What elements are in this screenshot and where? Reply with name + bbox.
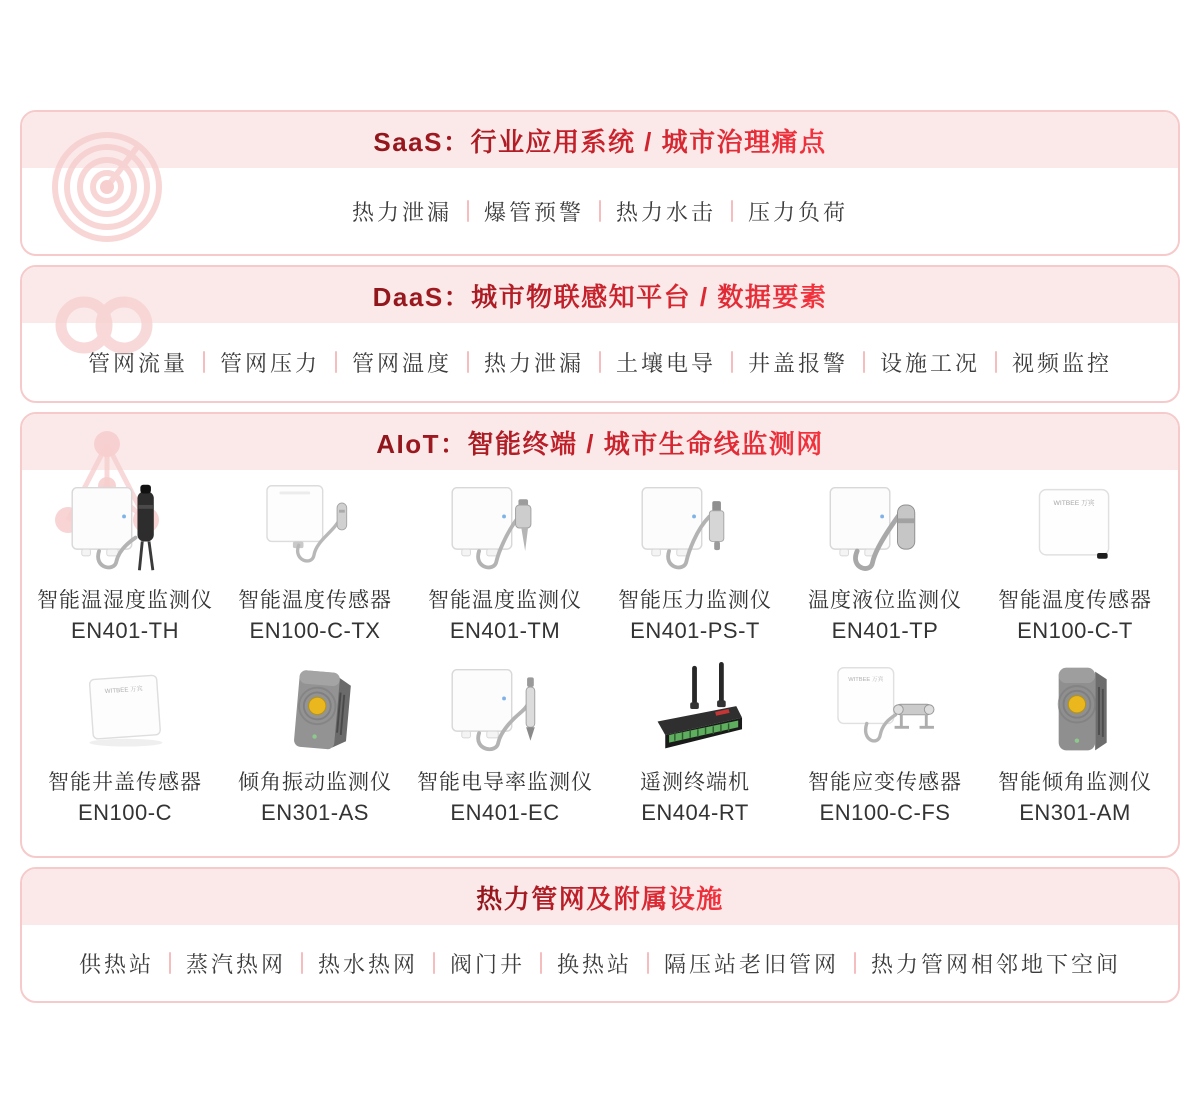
aiot-title: AIoT：智能终端 / 城市生命线监测网 — [376, 424, 823, 461]
aiot-header-band — [22, 414, 1178, 470]
product-name: 智能应变传感器 — [808, 771, 962, 794]
product-name: 智能电导率监测仪 — [417, 771, 593, 794]
product-name: 智能温湿度监测仪 — [37, 589, 213, 612]
manhole-cover-sensor-icon — [50, 662, 200, 758]
conductivity-monitor-icon — [430, 662, 580, 758]
product-name: 智能压力监测仪 — [618, 589, 772, 612]
daas-body — [22, 323, 1178, 401]
temperature-humidity-monitor-icon — [50, 480, 200, 576]
product-name: 智能温度监测仪 — [428, 589, 582, 612]
daas-items — [73, 347, 1127, 378]
pipeline-item: 换热站 — [557, 951, 633, 977]
temperature-sensor-box-icon — [1000, 480, 1150, 576]
product-card — [410, 662, 600, 826]
product-model: EN100-C — [78, 800, 172, 825]
product-name: 智能倾角监测仪 — [998, 771, 1152, 794]
section-saas — [20, 110, 1180, 256]
product-model: EN401-TM — [449, 618, 561, 643]
pipeline-item: 热力管网相邻地下空间 — [871, 951, 1122, 977]
daas-item: 井盖报警 — [748, 350, 849, 376]
pipeline-item: 隔压站老旧管网 — [664, 951, 840, 977]
pipeline-item: 蒸汽热网 — [185, 951, 286, 977]
daas-item: 土壤电导 — [616, 350, 717, 376]
product-card — [600, 480, 790, 644]
temperature-monitor-icon — [430, 480, 580, 576]
daas-item: 管网流量 — [87, 350, 188, 376]
product-model: EN301-AM — [1019, 800, 1131, 825]
product-card — [220, 480, 410, 644]
product-model: EN404-RT — [641, 800, 749, 825]
saas-item: 热力泄漏 — [351, 199, 452, 225]
product-model: EN100-C-T — [1017, 618, 1133, 643]
daas-item: 管网压力 — [219, 350, 320, 376]
product-model: EN401-TP — [831, 618, 939, 643]
saas-item: 爆管预警 — [483, 199, 584, 225]
strain-sensor-icon — [810, 662, 960, 758]
product-card — [600, 662, 790, 826]
product-model: EN301-AS — [261, 800, 369, 825]
saas-body — [22, 168, 1178, 254]
section-daas — [20, 265, 1180, 403]
daas-title: DaaS：城市物联感知平台 / 数据要素 — [373, 277, 828, 314]
svg-text:WITBEE 万宾: WITBEE 万宾 — [104, 685, 144, 696]
temperature-sensor-icon — [240, 480, 390, 576]
product-model: EN100-C-FS — [819, 800, 951, 825]
svg-text:WITBEE 万宾: WITBEE 万宾 — [1053, 499, 1095, 507]
pipeline-item: 热水热网 — [317, 951, 418, 977]
tilt-vibration-monitor-icon — [240, 662, 390, 758]
product-row-2 — [22, 662, 1178, 826]
product-name: 温度液位监测仪 — [808, 589, 962, 612]
daas-header-band — [22, 267, 1178, 323]
pipeline-body — [22, 925, 1178, 1001]
product-card — [410, 480, 600, 644]
svg-text:WITBEE 万宾: WITBEE 万宾 — [848, 677, 884, 684]
pipeline-item: 阀门井 — [449, 951, 525, 977]
saas-item: 压力负荷 — [748, 199, 849, 225]
section-aiot — [20, 412, 1180, 858]
product-card — [30, 662, 220, 826]
daas-item: 视频监控 — [1012, 350, 1113, 376]
daas-item: 管网温度 — [351, 350, 452, 376]
section-pipeline — [20, 867, 1180, 1003]
product-card — [220, 662, 410, 826]
product-name: 遥测终端机 — [640, 771, 750, 794]
daas-item: 设施工况 — [880, 350, 981, 376]
saas-header-band — [22, 112, 1178, 168]
saas-item: 热力水击 — [616, 199, 717, 225]
daas-item: 热力泄漏 — [483, 350, 584, 376]
product-model: EN100-C-TX — [249, 618, 381, 643]
product-card — [790, 662, 980, 826]
product-name: 智能温度传感器 — [998, 589, 1152, 612]
section-stack — [20, 110, 1180, 1003]
product-model: EN401-TH — [71, 618, 179, 643]
product-card — [790, 480, 980, 644]
product-card — [980, 662, 1170, 826]
pipeline-title: 热力管网及附属设施 — [476, 879, 724, 916]
product-card — [980, 480, 1170, 644]
pressure-monitor-icon — [620, 480, 770, 576]
saas-title: SaaS：行业应用系统 / 城市治理痛点 — [373, 122, 826, 159]
product-name: 智能温度传感器 — [238, 589, 392, 612]
tilt-monitor-icon — [1000, 662, 1150, 758]
product-row-1 — [22, 480, 1178, 644]
product-name: 倾角振动监测仪 — [238, 771, 392, 794]
product-grid — [22, 470, 1178, 826]
product-name: 智能井盖传感器 — [48, 771, 202, 794]
pipeline-header-band — [22, 869, 1178, 925]
pipeline-items — [64, 948, 1136, 979]
saas-items — [337, 196, 863, 227]
temperature-level-monitor-icon — [810, 480, 960, 576]
product-card — [30, 480, 220, 644]
product-model: EN401-PS-T — [630, 618, 760, 643]
pipeline-item: 供热站 — [78, 951, 154, 977]
remote-terminal-unit-icon — [620, 662, 770, 758]
product-model: EN401-EC — [450, 800, 560, 825]
